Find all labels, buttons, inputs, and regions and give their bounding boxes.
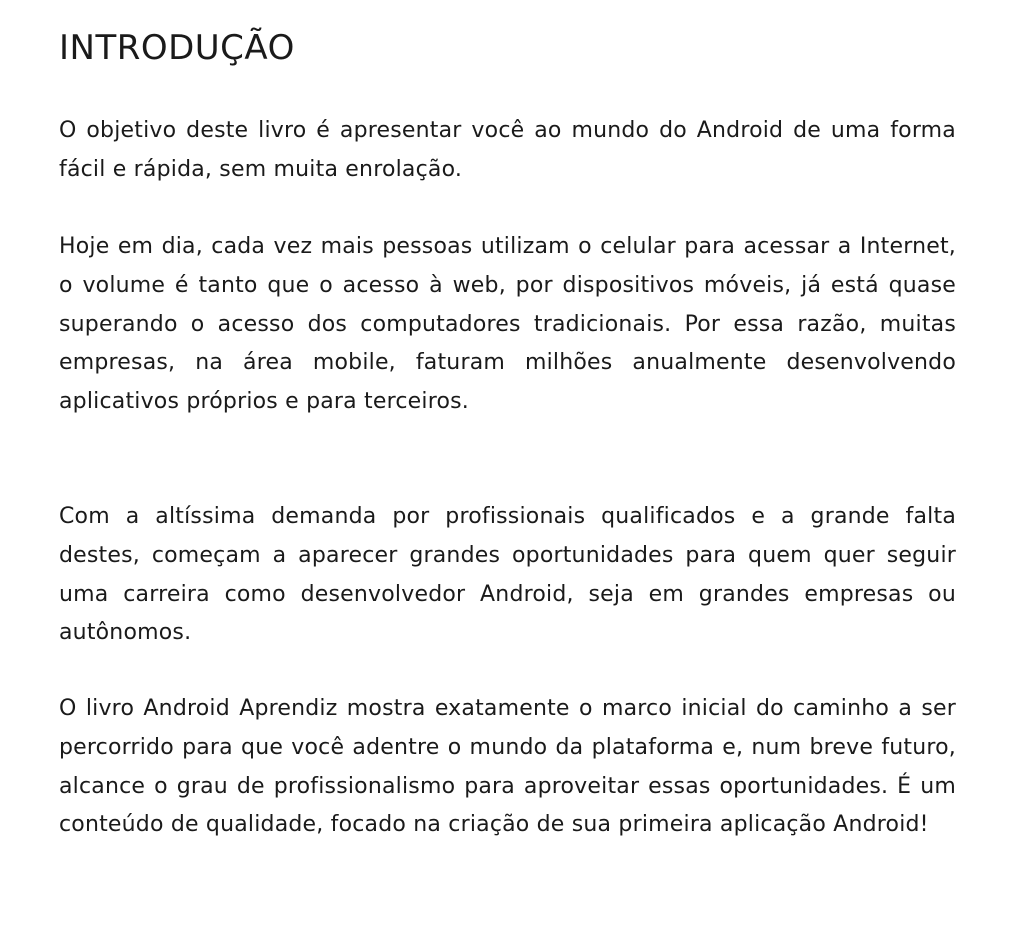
paragraph-mobile-context: Hoje em dia, cada vez mais pessoas utilizam o celular para acessar a Internet, o volume é tanto que o acesso à web, por dispositivos móveis, já está quase superando o acesso dos computadores tradicionais. Por essa razão, muitas empresas, na área mobile, faturam milhões anualmente desenvolvendo aplicativos próprios e para terceiros. — [59, 234, 956, 415]
paragraph-opportunities: Com a altíssima demanda por profissionais qualificados e a grande falta destes, começam a aparecer grandes oportunidades para quem quer seguir uma carreira como desenvolvedor Android, seja em grandes empresas ou autônomos. — [59, 504, 956, 646]
page-title: INTRODUÇÃO — [59, 28, 295, 68]
paragraph-book-summary: O livro Android Aprendiz mostra exatamente o marco inicial do caminho a ser percorrido para que você adentre o mundo da plataforma e, num breve futuro, alcance o grau de profissionalismo para aproveitar essas oportunidades. É um conteúdo de qualidade, focado na criação de sua primeira aplicação Android! — [59, 696, 956, 838]
paragraph-objective: O objetivo deste livro é apresentar você ao mundo do Android de uma forma fácil e rápida, sem muita enrolação. — [59, 118, 956, 182]
